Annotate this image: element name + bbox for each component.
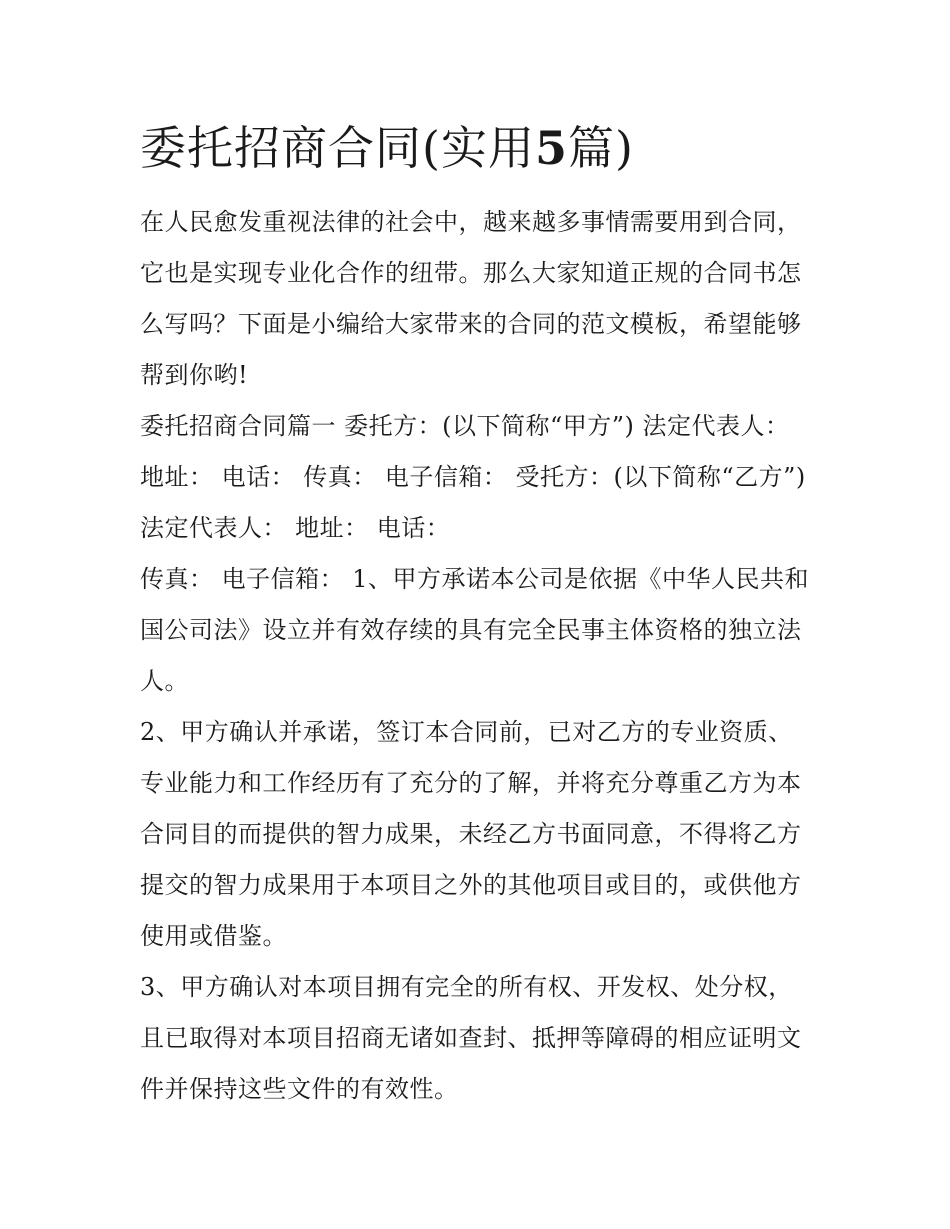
body-line: 提交的智力成果用于本项目之外的其他项目或目的，或供他方 — [140, 871, 802, 899]
body-line: 件并保持这些文件的有效性。 — [140, 1075, 459, 1103]
document-title — [140, 118, 820, 178]
body-line: 传真： 电子信箱： 1、甲方承诺本公司是依据《中华人民共和 — [140, 565, 810, 593]
body-line: 它也是实现专业化合作的纽带。那么大家知道正规的合同书怎 — [140, 259, 802, 287]
body-line: 法定代表人： 地址： 电话： — [140, 514, 451, 542]
body-line: 在人民愈发重视法律的社会中，越来越多事情需要用到合同， — [140, 208, 802, 236]
body-line: 地址： 电话： 传真： 电子信箱： 受托方：(以下简称“乙方”) — [140, 463, 806, 491]
body-line: 委托招商合同篇一 委托方：(以下简称“甲方”) 法定代表人： — [140, 412, 790, 440]
body-line: 3、甲方确认对本项目拥有完全的所有权、开发权、处分权， — [140, 973, 793, 1001]
body-line: 么写吗？下面是小编给大家带来的合同的范文模板，希望能够 — [140, 310, 802, 338]
body-line: 专业能力和工作经历有了充分的了解，并将充分尊重乙方为本 — [140, 769, 802, 797]
title-number: 5 — [534, 121, 568, 175]
body-line: 2、甲方确认并承诺，签订本合同前，已对乙方的专业资质、 — [140, 718, 793, 746]
body-line: 帮到你哟! — [140, 361, 249, 389]
body-line: 且已取得对本项目招商无诸如查封、抵押等障碍的相应证明文 — [140, 1024, 802, 1052]
body-line: 人。 — [140, 667, 189, 695]
title-prefix: 委托招商合同(实用 — [140, 121, 535, 175]
title-suffix: 篇) — [567, 121, 634, 175]
body-line: 合同目的而提供的智力成果，未经乙方书面同意，不得将乙方 — [140, 820, 802, 848]
body-line: 使用或借鉴。 — [140, 922, 287, 950]
body-line: 国公司法》设立并有效存续的具有完全民事主体资格的独立法 — [140, 616, 802, 644]
